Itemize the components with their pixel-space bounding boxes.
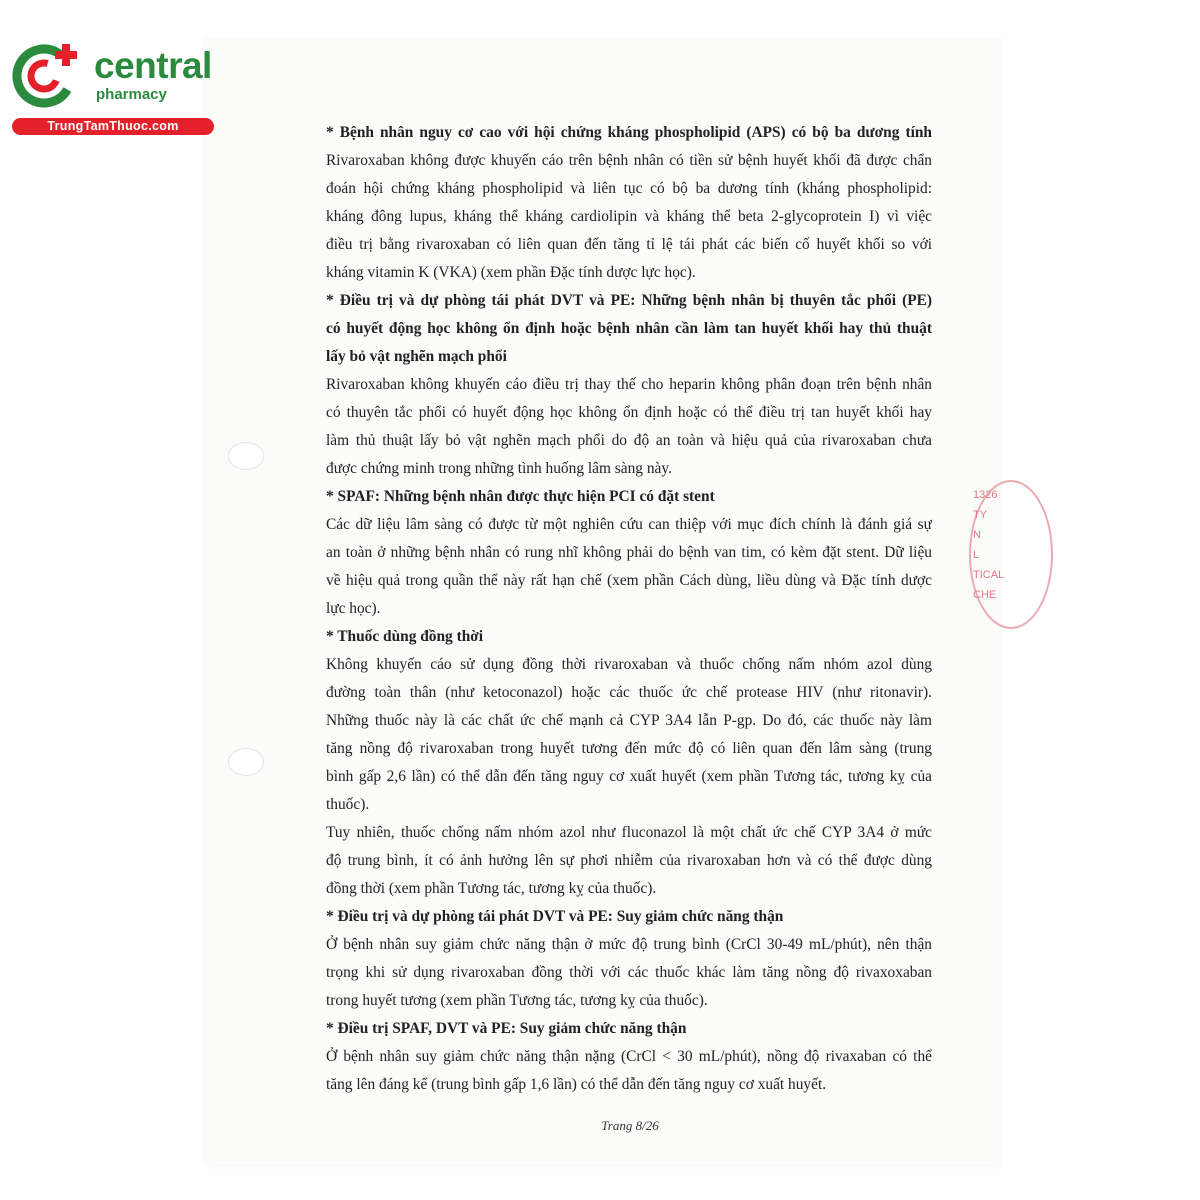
- paragraph-line: đường toàn thân (như ketoconazol) hoặc các thuốc ức chế protease HIV (như ritonavir).: [326, 684, 932, 701]
- paragraph-line: tăng nồng độ rivaroxaban trong huyết tương đến mức độ có liên quan đến lâm sàng (trung: [326, 740, 932, 757]
- stamp-text: 1326: [973, 489, 998, 501]
- paragraph-line: Những thuốc này là các chất ức chế mạnh cả CYP 3A4 lẫn P-gp. Do đó, các thuốc này làm: [326, 712, 932, 729]
- section-heading-line: * SPAF: Những bệnh nhân được thực hiện PCI có đặt stent: [326, 488, 715, 505]
- logo-website: TrungTamThuoc.com: [12, 118, 214, 135]
- paragraph-line: về hiệu quả trong quần thể này rất hạn chế (xem phần Cách dùng, liều dùng và Đặc tính dược: [326, 572, 932, 589]
- section-heading-line: * Bệnh nhân nguy cơ cao với hội chứng kháng phospholipid (APS) có bộ ba dương tính: [326, 124, 932, 141]
- paragraph-line: kháng đông lupus, kháng thể kháng cardiolipin và kháng thể beta 2-glycoprotein I) vì việc: [326, 208, 932, 225]
- logo-name: central: [94, 45, 212, 86]
- paragraph-line: làm thủ thuật lấy bỏ vật nghẽn mạch phổi do độ an toàn và hiệu quả của rivaroxaban chưa: [326, 432, 932, 449]
- section-heading-line: * Điều trị và dự phòng tái phát DVT và PE: Những bệnh nhân bị thuyên tắc phổi (PE): [326, 292, 932, 309]
- paragraph-line: Rivaroxaban không khuyến cáo điều trị thay thế cho heparin không phân đoạn trên bệnh nhân: [326, 376, 932, 393]
- stamp-text: N: [973, 529, 981, 541]
- stamp-text: CHE: [973, 589, 997, 601]
- paragraph-line: Ở bệnh nhân suy giảm chức năng thận ở mức độ trung bình (CrCl 30-49 mL/phút), nên thận: [326, 936, 932, 953]
- page-number: Trang 8/26: [601, 1118, 659, 1133]
- red-stamp: [965, 480, 1005, 630]
- section-heading-line: * Thuốc dùng đồng thời: [326, 628, 484, 645]
- stamp-text: L: [973, 549, 980, 561]
- paragraph-line: thuốc).: [326, 796, 370, 813]
- paragraph-line: đồng thời (xem phần Tương tác, tương kỵ của thuốc).: [326, 880, 657, 897]
- section-heading-line: có huyết động học không ổn định hoặc bệnh nhân cần làm tan huyết khối hay thủ thuật: [326, 320, 932, 337]
- paragraph-line: điều trị bằng rivaroxaban có liên quan đến tăng tỉ lệ tái phát các biến cố huyết khối so với: [326, 236, 932, 253]
- section-heading-line: * Điều trị SPAF, DVT và PE: Suy giảm chức năng thận: [326, 1020, 687, 1037]
- paragraph-line: bình gấp 2,6 lần) có thể dẫn đến tăng nguy cơ xuất huyết (xem phần Tương tác, tương kỵ của: [326, 768, 932, 785]
- logo-subtitle: pharmacy: [96, 86, 167, 103]
- paragraph-line: Rivaroxaban không được khuyến cáo trên bệnh nhân có tiền sử bệnh huyết khối đã được chẩn: [326, 152, 932, 169]
- paragraph-line: độ trung bình, ít có ảnh hưởng lên sự phơi nhiễm của rivaroxaban hơn và có thể được dùng: [326, 852, 932, 869]
- paragraph-line: trong huyết tương (xem phần Tương tác, tương kỵ của thuốc).: [326, 992, 708, 1009]
- punch-hole: [228, 748, 264, 776]
- paragraph-line: được chứng minh trong những tình huống lâm sàng này.: [326, 460, 672, 477]
- paragraph-line: tăng lên đáng kể (trung bình gấp 1,6 lần) có thể dẫn đến tăng nguy cơ xuất huyết.: [326, 1076, 827, 1093]
- paragraph-line: Tuy nhiên, thuốc chống nấm nhóm azol như fluconazol là một chất ức chế CYP 3A4 ở mức: [326, 824, 932, 841]
- paragraph-line: trọng khi sử dụng rivaroxaban đồng thời với các thuốc khác làm tăng nồng độ rivaxoxaban: [326, 964, 932, 981]
- stamp-text: TICAL: [973, 569, 1005, 581]
- document-body: [326, 119, 932, 1099]
- paragraph-line: lực học).: [326, 600, 381, 617]
- punch-hole: [228, 442, 264, 470]
- paragraph-line: có thuyên tắc phổi có huyết động học không ổn định hoặc có thể điều trị tan huyết khối hay: [326, 404, 932, 421]
- pharmacy-cross-logo-icon: [12, 40, 80, 108]
- paragraph-line: Ở bệnh nhân suy giảm chức năng thận nặng (CrCl < 30 mL/phút), nồng độ rivaxaban có thể: [326, 1048, 932, 1065]
- paragraph-line: Không khuyến cáo sử dụng đồng thời rivaroxaban và thuốc chống nấm nhóm azol dùng: [326, 656, 932, 673]
- paragraph-line: kháng vitamin K (VKA) (xem phần Đặc tính dược lực học).: [326, 264, 696, 281]
- paragraph-line: Các dữ liệu lâm sàng có được từ một nghiên cứu can thiệp với mục đích chính là đánh giá sự: [326, 516, 932, 533]
- central-pharmacy-logo: [8, 36, 218, 136]
- stamp-text: TY: [973, 509, 988, 521]
- paragraph-line: an toàn ở những bệnh nhân có rung nhĩ không phải do bệnh van tim, có kèm đặt stent. Dữ liệu: [326, 544, 932, 561]
- section-heading-line: * Điều trị và dự phòng tái phát DVT và PE: Suy giảm chức năng thận: [326, 908, 784, 925]
- paragraph-line: đoán hội chứng kháng phospholipid và liên tục có bộ ba dương tính (kháng phospholipid:: [326, 180, 932, 197]
- section-heading-line: lấy bỏ vật nghẽn mạch phổi: [326, 348, 507, 365]
